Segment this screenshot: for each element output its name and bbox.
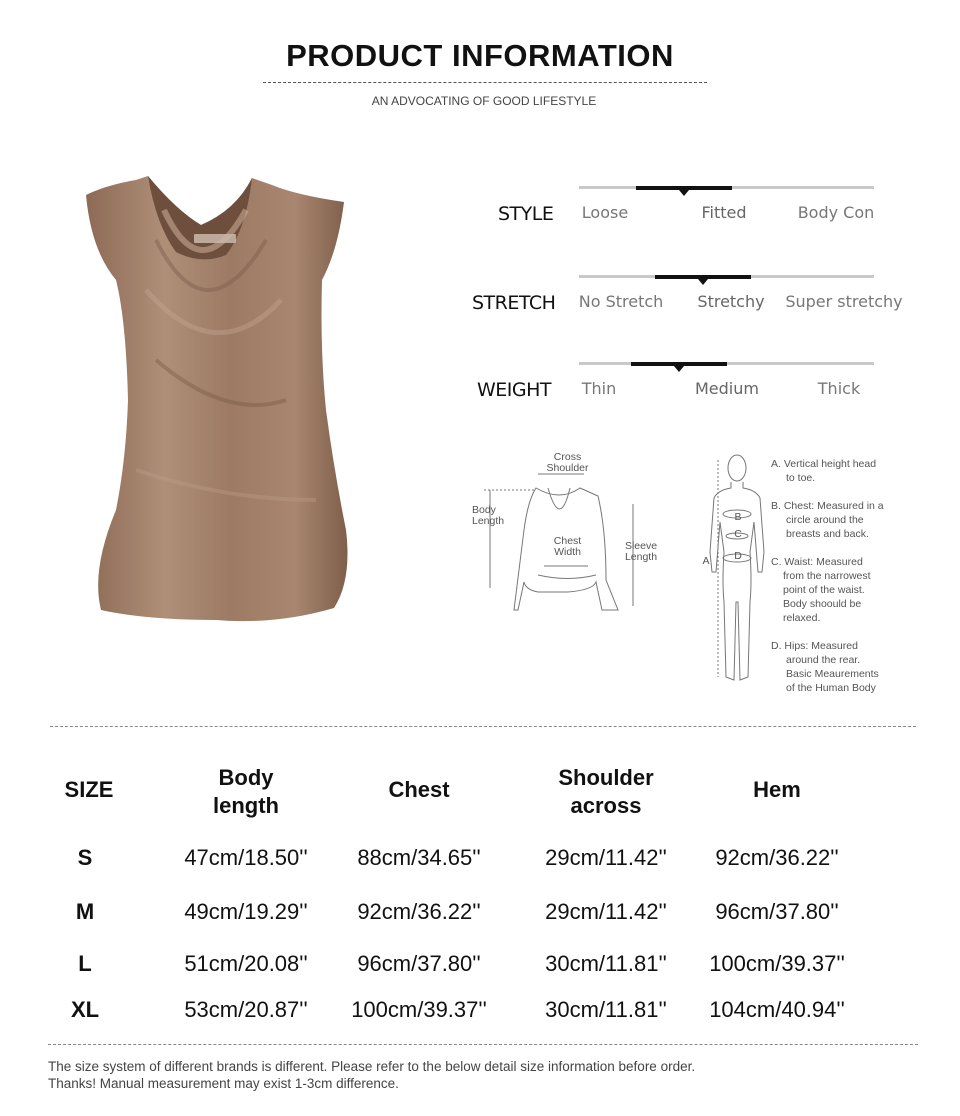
table-cell: 92cm/36.22'' — [357, 899, 481, 924]
product-image — [76, 170, 356, 625]
cross-shoulder-line1: Cross — [553, 451, 582, 463]
cross-shoulder-label — [540, 452, 595, 474]
table-size-cell: L — [78, 951, 92, 976]
table-cell: 104cm/40.94'' — [709, 997, 845, 1022]
table-cell: 92cm/36.22'' — [715, 845, 839, 870]
style-pointer-icon — [679, 190, 689, 196]
body-note — [771, 499, 906, 541]
title-divider — [263, 82, 707, 83]
table-header-line: Hem — [753, 777, 801, 802]
table-cell: 53cm/20.87'' — [184, 997, 308, 1022]
weight-option: Medium — [695, 379, 759, 398]
body-length-label — [472, 505, 517, 527]
table-size-cell: S — [77, 845, 93, 870]
body-note-line: point of the waist. — [783, 584, 865, 596]
style-label: STYLE — [498, 203, 554, 225]
body-note — [771, 457, 906, 485]
stretch-label: STRETCH — [472, 292, 556, 314]
table-header-chest — [329, 776, 509, 804]
page-subtitle: AN ADVOCATING OF GOOD LIFESTYLE — [371, 94, 597, 108]
table-header-line: across — [570, 793, 642, 818]
table-cell: 29cm/11.42'' — [545, 899, 667, 924]
footer-divider — [48, 1044, 918, 1045]
body-note-line: circle around the — [786, 514, 864, 526]
stretch-option: Super stretchy — [785, 292, 903, 311]
weight-label: WEIGHT — [477, 379, 552, 401]
body-note-line: D. Hips: Measured — [771, 640, 858, 652]
table-size-cell: XL — [70, 997, 100, 1022]
weight-option: Thin — [581, 379, 617, 398]
chest-width-label — [545, 536, 590, 558]
style-option: Loose — [581, 203, 629, 222]
table-header-shoulder-across — [516, 764, 696, 820]
body-note-line: of the Human Body — [786, 682, 876, 694]
body-note — [771, 639, 906, 695]
body-length-line2: Length — [472, 515, 505, 527]
style-option: Body Con — [797, 203, 875, 222]
chest-width-line1: Chest — [553, 535, 582, 547]
table-size-cell: M — [75, 899, 95, 924]
table-cell: 30cm/11.81'' — [545, 951, 667, 976]
body-note — [771, 555, 906, 625]
section-divider — [50, 726, 916, 727]
body-note-line: B. Chest: Measured in a — [771, 500, 884, 512]
table-cell: 96cm/37.80'' — [715, 899, 839, 924]
style-option: Fitted — [701, 203, 747, 222]
weight-option: Thick — [817, 379, 861, 398]
cross-shoulder-line2: Shoulder — [546, 462, 589, 474]
body-marker-c: C — [734, 528, 742, 540]
sleeve-length-line1: Sleeve — [624, 540, 658, 552]
body-note-line: A. Vertical height head — [771, 458, 877, 470]
body-marker-d: D — [734, 550, 742, 562]
table-cell: 47cm/18.50'' — [184, 845, 308, 870]
weight-pointer-icon — [674, 366, 684, 372]
body-note-line: to toe. — [786, 472, 816, 484]
table-header-line: Body — [218, 765, 274, 790]
body-note-line: from the narrowest — [783, 570, 871, 582]
table-header-line: length — [213, 793, 279, 818]
table-header-hem — [687, 776, 867, 804]
sleeve-length-line2: Length — [624, 551, 658, 563]
table-header-line: Shoulder — [558, 765, 654, 790]
table-header-size — [0, 776, 179, 804]
table-cell: 49cm/19.29'' — [184, 899, 308, 924]
body-measure-diagram — [700, 452, 770, 687]
body-note-line: Body shoould be — [783, 598, 862, 610]
sleeve-length-label — [616, 541, 666, 563]
table-cell: 96cm/37.80'' — [357, 951, 481, 976]
body-note-line: Basic Meaurements — [786, 668, 879, 680]
body-marker-b: B — [734, 511, 742, 523]
table-cell: 100cm/39.37'' — [351, 997, 487, 1022]
body-marker-a: A — [702, 555, 710, 567]
body-note-line: around the rear. — [786, 654, 861, 666]
body-note-line: breasts and back. — [786, 528, 869, 540]
table-cell: 51cm/20.08'' — [184, 951, 308, 976]
footer-note-1: The size system of different brands is different. Please refer to the below detail size information before order. — [48, 1059, 696, 1074]
body-length-line1: Body — [472, 504, 496, 516]
footer-note-2: Thanks! Manual measurement may exist 1-3cm difference. — [48, 1076, 399, 1091]
body-note-line: relaxed. — [783, 612, 821, 624]
stretch-option: Stretchy — [697, 292, 765, 311]
body-note-line: C. Waist: Measured — [771, 556, 863, 568]
chest-width-line2: Width — [554, 546, 581, 558]
table-cell: 100cm/39.37'' — [709, 951, 845, 976]
page-title: PRODUCT INFORMATION — [286, 38, 674, 73]
table-header-body-length — [156, 764, 336, 820]
stretch-pointer-icon — [698, 279, 708, 285]
table-cell: 30cm/11.81'' — [545, 997, 667, 1022]
table-header-line: SIZE — [64, 777, 114, 802]
stretch-option: No Stretch — [578, 292, 664, 311]
table-cell: 29cm/11.42'' — [545, 845, 667, 870]
table-header-line: Chest — [388, 777, 450, 802]
table-cell: 88cm/34.65'' — [357, 845, 481, 870]
